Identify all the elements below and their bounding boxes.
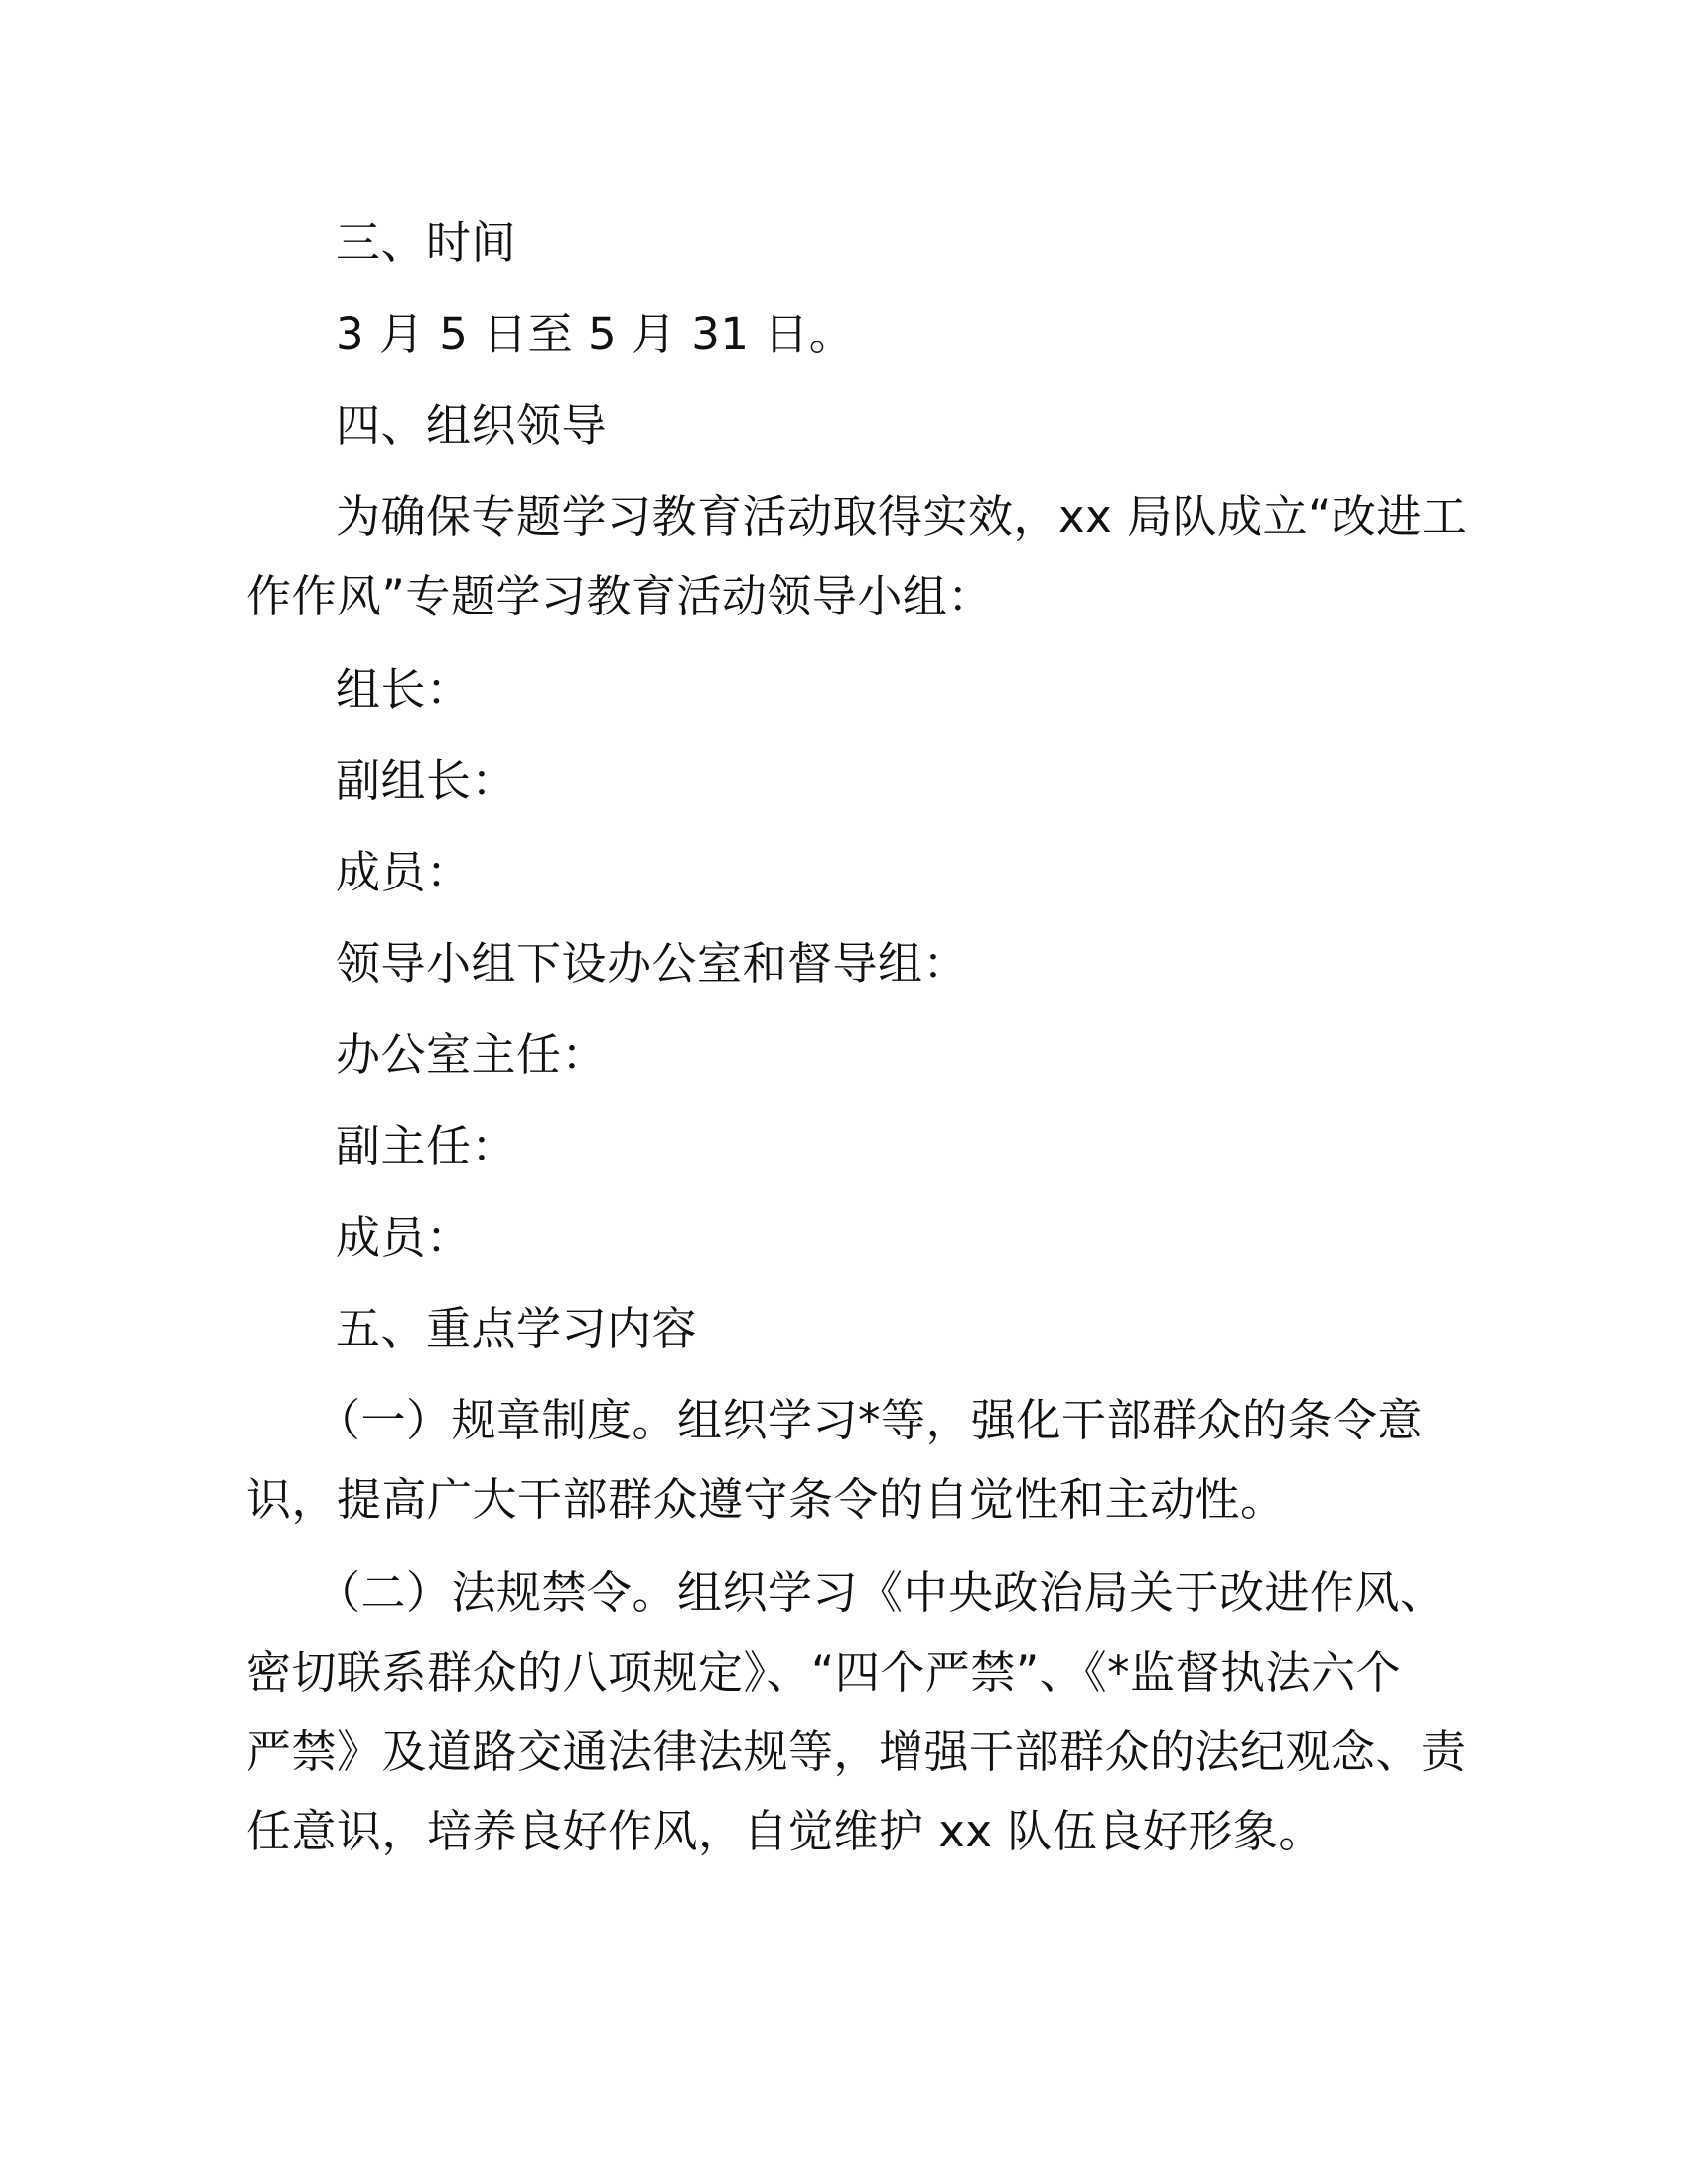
study-item-regulations [246, 1386, 1438, 1545]
members-label: 成员： [336, 846, 472, 898]
section-heading-time: 三、时间 [336, 216, 517, 269]
study-item-laws [246, 1559, 1467, 1876]
office-members-label: 成员： [336, 1211, 472, 1264]
paragraph-line: 识，提高广大干部群众遵守条令的自觉性和主动性。 [246, 1473, 1286, 1526]
paragraph-line: 为确保专题学习教育活动取得实效，xx 局队成立“改进工 [336, 490, 1468, 543]
organization-paragraph [246, 482, 1468, 641]
paragraph-line: 密切联系群众的八项规定》、“四个严禁”、《*监督执法六个 [246, 1646, 1402, 1699]
paragraph-line: 作作风”专题学习教育活动领导小组： [246, 570, 993, 622]
paragraph-line: 任意识，培养良好作风，自觉维护 xx 队伍良好形象。 [246, 1805, 1324, 1857]
paragraph-line: （一）规章制度。组织学习*等，强化干部群众的条令意 [316, 1394, 1424, 1446]
paragraph-line: 严禁》及道路交通法律法规等，增强干部群众的法纪观念、责 [246, 1725, 1467, 1778]
section-heading-study-content: 五、重点学习内容 [336, 1302, 698, 1355]
section-heading-organization: 四、组织领导 [336, 399, 608, 452]
document-body [246, 208, 1468, 1890]
deputy-leader-label: 副组长： [336, 754, 517, 807]
deputy-director-label: 副主任： [336, 1120, 517, 1172]
time-range-text: 3 月 5 日至 5 月 31 日。 [336, 308, 855, 360]
sub-office-text: 领导小组下设办公室和督导组： [336, 937, 969, 990]
office-director-label: 办公室主任： [336, 1028, 608, 1081]
paragraph-line: （二）法规禁令。组织学习《中央政治局关于改进作风、 [316, 1567, 1446, 1619]
leader-label: 组长： [336, 663, 472, 716]
